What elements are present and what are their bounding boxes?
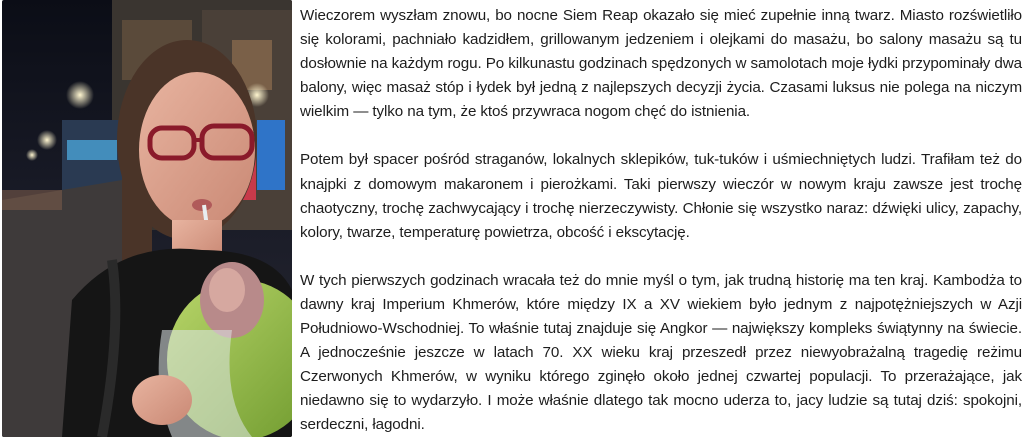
article-paragraph-2: Potem był spacer pośród straganów, lokalnych sklepików, tuk-tuków i uśmiechniętych ludzi. Trafiłam też do knajpki z domowym makaronem i pierożkami. Taki pierwszy wieczór w nowym kraju zawsze jest trochę chaotyczny, trochę zachwycający i trochę nierzeczywisty. Chłonie się wszystko naraz: dźwięki ulicy, zapachy, kolory, twarze, temperaturę powietrza, obcość i ekscytację. <box>300 151 1022 241</box>
article-photo <box>2 0 292 437</box>
selfie-photo-icon <box>2 0 292 437</box>
article-paragraph-1: Wieczorem wyszłam znowu, bo nocne Siem Reap okazało się mieć zupełnie inną twarz. Miasto rozświetliło się kolorami, pachniało kadzidłem, grillowanym jedzeniem i olejkami do masażu, bo salony masażu są tu dosłownie na każdym rogu. Po kilkunastu godzinach spędzonych w samolotach moje łydki przypominały dwa balony, więc masaż stóp i łydek był jedną z najlepszych decyzji życia. Czasami luksus nie polega na niczym wielkim — tylko na tym, że ktoś przywraca nogom chęć do istnienia. <box>300 7 1022 121</box>
article-paragraph-3: W tych pierwszych godzinach wracała też do mnie myśl o tym, jak trudną historię ma ten kraj. Kambodża to dawny kraj Imperium Khmerów, które między IX a XV wiekiem było jednym z najpotężniejszych w Azji Południowo-Wschodniej. To właśnie tutaj znajduje się Angkor — największy kompleks świątynny na świecie. A jednocześnie jeszcze w latach 70. XX wieku kraj przeszedł przez niewyobrażalną tragedię reżimu Czerwonych Khmerów, w wyniku którego zginęło około jednej czwartej populacji. To przerażające, jak niedawno się to wydarzyło. I może właśnie dlatego tak mocno uderza to, jacy ludzie są tutaj dziś: spokojni, serdeczni, łagodni. <box>300 271 1022 434</box>
article-body <box>300 4 1022 438</box>
